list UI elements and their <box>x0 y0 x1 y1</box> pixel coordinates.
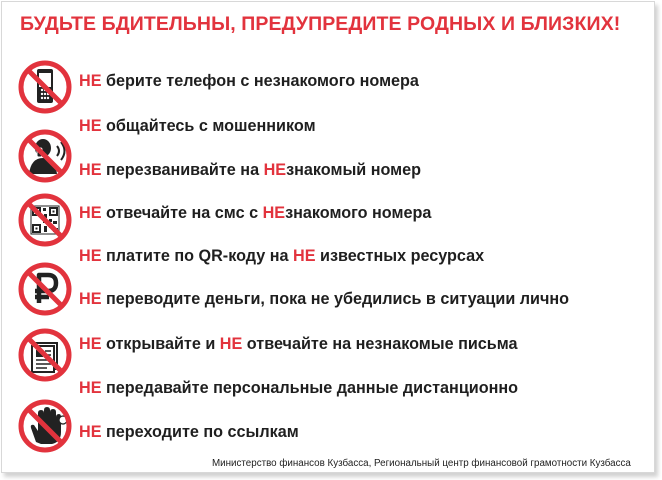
rule-prefix: НЕ <box>79 423 102 441</box>
rule-item <box>79 117 316 136</box>
rule-highlight: НЕ <box>263 161 287 179</box>
rule-prefix: НЕ <box>79 72 102 90</box>
no-qr-code-icon <box>17 192 73 248</box>
rule-text: платите по QR-коду на <box>101 247 294 265</box>
no-ruble-icon <box>17 261 73 317</box>
rule-highlight: НЕ <box>219 335 243 353</box>
rule-item <box>79 204 431 223</box>
rule-text: открывайте и <box>101 335 220 353</box>
rule-tail: знакомого номера <box>285 204 432 222</box>
no-scammer-call-icon <box>17 128 73 184</box>
rule-prefix: НЕ <box>79 247 102 265</box>
footer-credits: Министерство финансов Кузбасса, Региональный центр финансовой грамотности Кузбасса <box>212 458 631 469</box>
rule-prefix: НЕ <box>79 379 102 397</box>
rule-text: передавайте персональные данные дистанционно <box>101 379 519 397</box>
rule-text: общайтесь с мошенником <box>101 117 316 135</box>
rule-prefix: НЕ <box>79 117 102 135</box>
rule-highlight: НЕ <box>293 247 316 265</box>
page-title: БУДЬТЕ БДИТЕЛЬНЫ, ПРЕДУПРЕДИТЕ РОДНЫХ И БЛИЗКИХ! <box>20 13 621 35</box>
rule-tail: известных ресурсах <box>315 247 485 265</box>
rule-text: берите телефон с незнакомого номера <box>101 72 419 90</box>
rule-text: переходите по ссылкам <box>101 423 299 441</box>
rule-text: отвечайте на смс с <box>101 204 263 222</box>
rule-item <box>79 161 421 180</box>
rule-prefix: НЕ <box>79 161 102 179</box>
rule-tail: отвечайте на незнакомые письма <box>242 335 518 353</box>
no-phone-icon <box>17 59 73 115</box>
rule-item <box>79 335 518 354</box>
rule-prefix: НЕ <box>79 290 102 308</box>
rule-item <box>79 72 419 91</box>
rule-item <box>79 423 299 442</box>
stop-hand-icon <box>17 398 73 454</box>
no-document-icon <box>17 327 73 383</box>
rule-item <box>79 247 484 266</box>
rule-item <box>79 379 518 398</box>
rule-tail: знакомый номер <box>286 161 422 179</box>
rule-item <box>79 290 569 309</box>
rule-prefix: НЕ <box>79 204 102 222</box>
rule-highlight: НЕ <box>262 204 286 222</box>
rule-text: переводите деньги, пока не убедились в ситуации лично <box>101 290 570 308</box>
rule-text: перезванивайте на <box>101 161 264 179</box>
rule-prefix: НЕ <box>79 335 102 353</box>
